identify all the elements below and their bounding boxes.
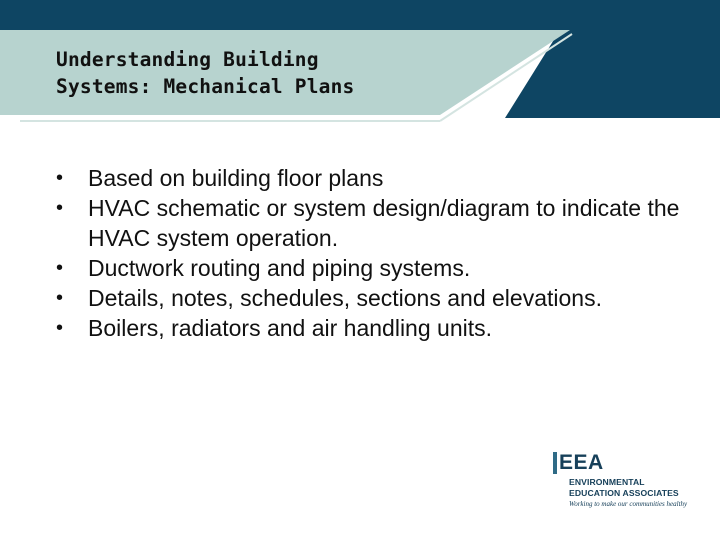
header-dark-bar: [0, 0, 720, 30]
bullet-item: • HVAC schematic or system design/diagram to indicate the HVAC system operation.: [88, 193, 688, 253]
bullet-item: • Boilers, radiators and air handling units.: [88, 313, 688, 343]
bullet-item: • Based on building floor plans: [88, 163, 688, 193]
logo-mark: EEA: [553, 452, 604, 474]
bullet-list: [88, 163, 688, 343]
slide-title: [56, 46, 355, 100]
eea-logo: [553, 452, 713, 514]
bullet-item: • Ductwork routing and piping systems.: [88, 253, 688, 283]
slide-title-line-1: Understanding Building: [56, 48, 319, 71]
slide-title-line-2: Systems: Mechanical Plans: [56, 75, 355, 98]
logo-name-line-2: EDUCATION ASSOCIATES: [569, 488, 679, 498]
logo-tagline: Working to make our communities healthy: [569, 500, 688, 508]
bullet-item: • Details, notes, schedules, sections and elevations.: [88, 283, 688, 313]
logo-name-line-1: ENVIRONMENTAL: [569, 477, 645, 487]
